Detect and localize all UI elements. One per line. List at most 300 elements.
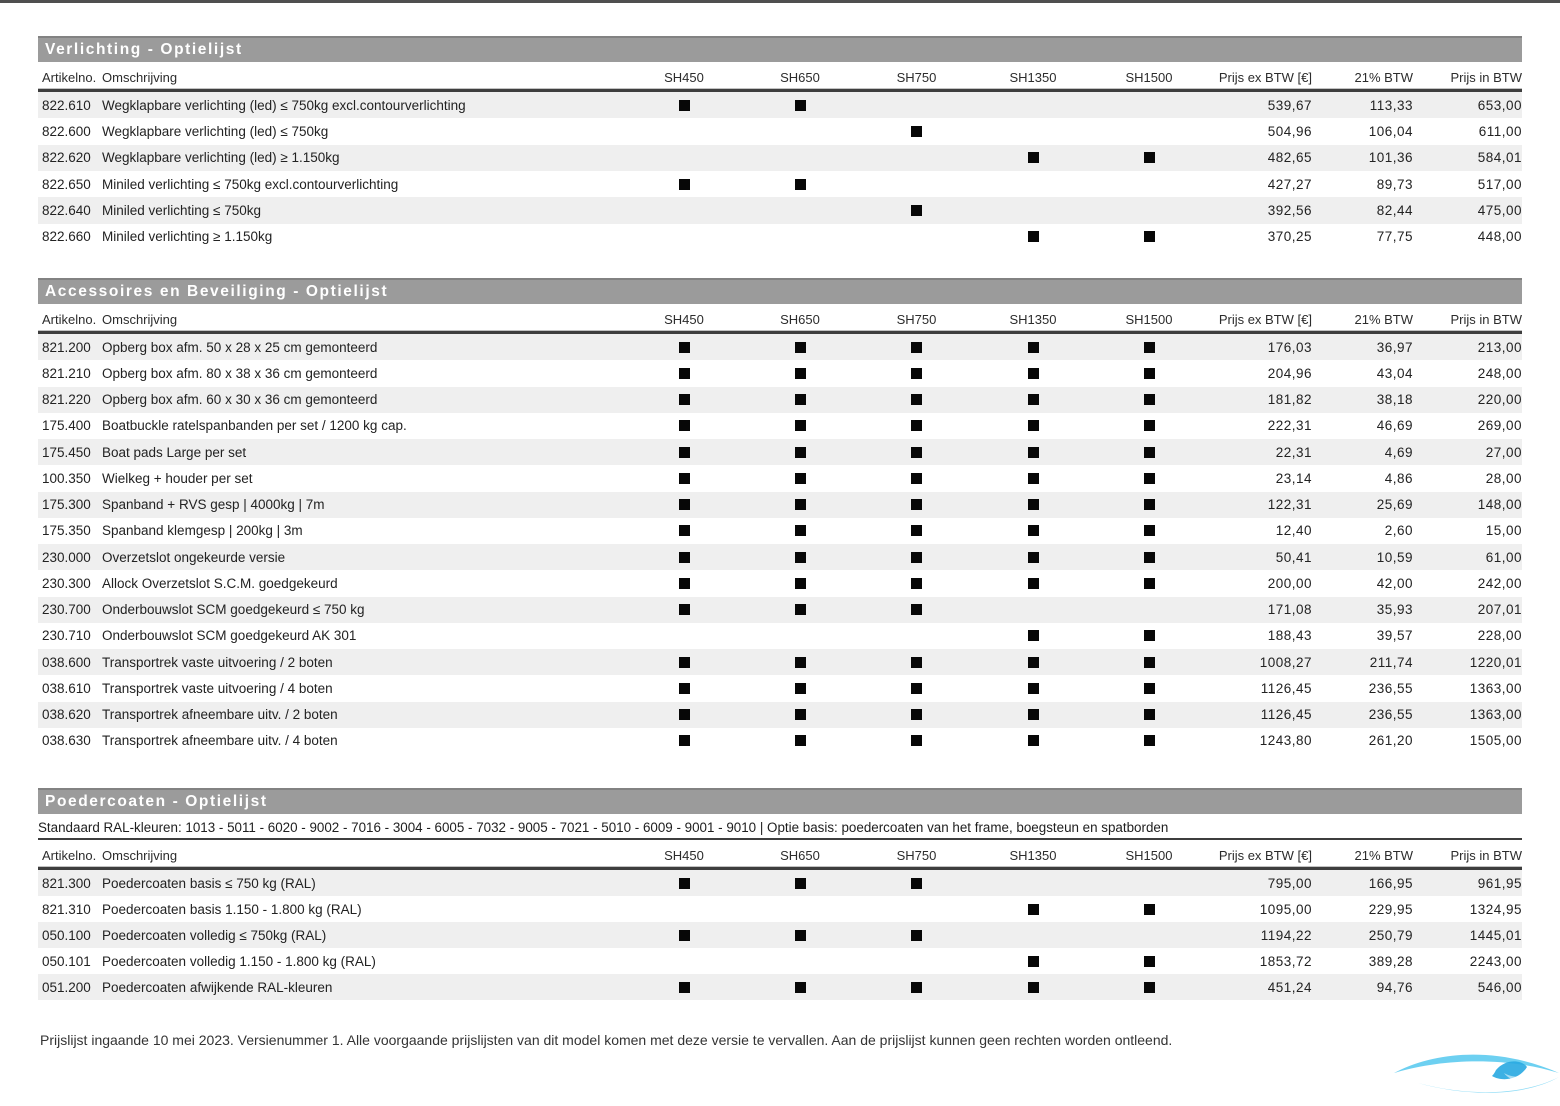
checkbox-checked-icon [911, 604, 922, 615]
checkbox-checked-icon [1028, 342, 1039, 353]
cell-price-in: 1220,01 [1469, 654, 1522, 670]
cell-artikelno: 822.600 [42, 123, 91, 139]
cell-omschrijving: Poedercoaten volledig 1.150 - 1.800 kg (RAL) [102, 953, 376, 969]
footer-disclaimer: Prijslijst ingaande 10 mei 2023. Versienummer 1. Alle voorgaande prijslijsten van dit model komen met deze versie te vervallen. Aan de prijslijst kunnen geen rechten worden ontleend. [40, 1032, 1173, 1048]
cell-omschrijving: Transportrek vaste uitvoering / 4 boten [102, 680, 333, 696]
checkbox-checked-icon [679, 368, 690, 379]
table-row [38, 465, 1522, 491]
page-top-rule [0, 0, 1560, 3]
cell-model-sh1350 [975, 896, 1091, 922]
cell-price-ex: 122,31 [1267, 497, 1312, 513]
cell-model-sh750 [858, 413, 975, 439]
col-header-price-in: Prijs in BTW [1450, 70, 1522, 85]
section-verlichting [38, 36, 1522, 250]
checkbox-checked-icon [795, 473, 806, 484]
cell-model-sh450 [626, 465, 742, 491]
cell-model-sh650 [742, 896, 858, 922]
cell-omschrijving: Poedercoaten volledig ≤ 750kg (RAL) [102, 927, 327, 943]
cell-omschrijving: Spanband + RVS gesp | 4000kg | 7m [102, 497, 325, 513]
cell-model-sh750 [858, 948, 975, 974]
section-header-band [38, 36, 1522, 62]
table-row [38, 570, 1522, 596]
cell-btw: 4,69 [1384, 444, 1413, 460]
col-header-model-sh1350: SH1350 [1009, 848, 1057, 863]
col-header-model-sh650: SH650 [780, 848, 820, 863]
cell-model-sh450 [626, 413, 742, 439]
checkbox-checked-icon [911, 499, 922, 510]
cell-model-sh1350 [975, 334, 1091, 360]
cell-model-sh650 [742, 948, 858, 974]
col-header-price-ex: Prijs ex BTW [€] [1218, 70, 1312, 85]
cell-price-ex: 1243,80 [1259, 733, 1312, 749]
checkbox-checked-icon [679, 447, 690, 458]
cell-model-sh750 [858, 974, 975, 1000]
table-row [38, 974, 1522, 1000]
cell-model-sh750 [858, 492, 975, 518]
checkbox-checked-icon [911, 394, 922, 405]
checkbox-checked-icon [795, 552, 806, 563]
cell-model-sh1350 [975, 728, 1091, 754]
checkbox-checked-icon [1028, 657, 1039, 668]
cell-model-sh750 [858, 334, 975, 360]
checkbox-checked-icon [1028, 152, 1039, 163]
checkbox-checked-icon [1144, 630, 1155, 641]
checkbox-checked-icon [679, 473, 690, 484]
cell-model-sh750 [858, 360, 975, 386]
cell-model-sh1350 [975, 360, 1091, 386]
checkbox-checked-icon [1028, 368, 1039, 379]
cell-price-ex: 50,41 [1275, 549, 1312, 565]
cell-artikelno: 038.620 [42, 707, 91, 723]
cell-price-in: 653,00 [1477, 97, 1522, 113]
cell-btw: 42,00 [1376, 575, 1413, 591]
cell-model-sh750 [858, 728, 975, 754]
checkbox-checked-icon [1144, 152, 1155, 163]
table-row [38, 597, 1522, 623]
cell-artikelno: 038.600 [42, 654, 91, 670]
checkbox-checked-icon [911, 878, 922, 889]
cell-price-in: 2243,00 [1469, 953, 1522, 969]
checkbox-checked-icon [1144, 342, 1155, 353]
col-header-omschrijving: Omschrijving [102, 848, 178, 863]
section-rows [38, 92, 1522, 250]
cell-model-sh650 [742, 922, 858, 948]
cell-btw: 94,76 [1376, 979, 1413, 995]
cell-model-sh450 [626, 439, 742, 465]
cell-model-sh1500 [1091, 171, 1207, 197]
cell-omschrijving: Allock Overzetslot S.C.M. goedgekeurd [102, 575, 338, 591]
col-header-model-sh650: SH650 [780, 312, 820, 327]
table-row [38, 870, 1522, 896]
cell-omschrijving: Boat pads Large per set [102, 444, 247, 460]
col-header-model-sh750: SH750 [896, 312, 937, 327]
cell-btw: 101,36 [1368, 150, 1413, 166]
checkbox-checked-icon [911, 930, 922, 941]
section-header-band [38, 278, 1522, 304]
cell-model-sh650 [742, 413, 858, 439]
cell-btw: 250,79 [1368, 927, 1413, 943]
cell-artikelno: 038.610 [42, 680, 91, 696]
checkbox-checked-icon [679, 420, 690, 431]
cell-price-ex: 451,24 [1267, 979, 1312, 995]
cell-artikelno: 821.220 [42, 392, 91, 408]
cell-price-in: 228,00 [1477, 628, 1522, 644]
cell-artikelno: 050.100 [42, 927, 91, 943]
cell-model-sh650 [742, 702, 858, 728]
table-row [38, 387, 1522, 413]
checkbox-checked-icon [911, 982, 922, 993]
cell-model-sh750 [858, 896, 975, 922]
cell-model-sh450 [626, 197, 742, 223]
checkbox-checked-icon [911, 126, 922, 137]
checkbox-checked-icon [1028, 904, 1039, 915]
cell-btw: 4,86 [1384, 470, 1413, 486]
table-row [38, 728, 1522, 754]
cell-model-sh750 [858, 702, 975, 728]
cell-price-in: 475,00 [1477, 202, 1522, 218]
cell-btw: 113,33 [1369, 97, 1413, 113]
checkbox-checked-icon [1028, 982, 1039, 993]
checkbox-checked-icon [1144, 447, 1155, 458]
cell-model-sh650 [742, 439, 858, 465]
checkbox-checked-icon [1144, 231, 1155, 242]
cell-model-sh650 [742, 465, 858, 491]
checkbox-checked-icon [679, 552, 690, 563]
checkbox-checked-icon [1144, 657, 1155, 668]
checkbox-checked-icon [1028, 956, 1039, 967]
checkbox-checked-icon [679, 179, 690, 190]
checkbox-checked-icon [795, 525, 806, 536]
cell-artikelno: 175.400 [42, 418, 91, 434]
cell-price-ex: 1008,27 [1259, 654, 1312, 670]
cell-model-sh650 [742, 623, 858, 649]
cell-model-sh1350 [975, 387, 1091, 413]
checkbox-checked-icon [1028, 735, 1039, 746]
cell-model-sh1350 [975, 702, 1091, 728]
cell-btw: 25,69 [1376, 497, 1413, 513]
cell-omschrijving: Wegklapbare verlichting (led) ≥ 1.150kg [102, 150, 340, 166]
cell-model-sh1350 [975, 922, 1091, 948]
cell-model-sh450 [626, 492, 742, 518]
checkbox-checked-icon [679, 499, 690, 510]
cell-model-sh750 [858, 570, 975, 596]
cell-omschrijving: Transportrek afneembare uitv. / 4 boten [102, 733, 338, 749]
checkbox-checked-icon [795, 604, 806, 615]
cell-btw: 236,55 [1368, 707, 1413, 723]
checkbox-checked-icon [1144, 735, 1155, 746]
cell-artikelno: 050.101 [42, 953, 91, 969]
cell-model-sh650 [742, 597, 858, 623]
cell-model-sh1500 [1091, 649, 1207, 675]
wave-swoosh-logo-icon [1392, 1042, 1560, 1101]
cell-btw: 89,73 [1376, 176, 1413, 192]
cell-artikelno: 175.350 [42, 523, 91, 539]
col-header-model-sh450: SH450 [664, 848, 704, 863]
cell-model-sh650 [742, 649, 858, 675]
checkbox-checked-icon [679, 394, 690, 405]
cell-price-ex: 1126,45 [1260, 680, 1312, 696]
cell-model-sh1500 [1091, 145, 1207, 171]
cell-model-sh1500 [1091, 224, 1207, 250]
checkbox-checked-icon [795, 657, 806, 668]
col-header-omschrijving: Omschrijving [102, 70, 178, 85]
checkbox-checked-icon [911, 735, 922, 746]
checkbox-checked-icon [911, 447, 922, 458]
checkbox-checked-icon [795, 578, 806, 589]
cell-model-sh750 [858, 675, 975, 701]
cell-model-sh1500 [1091, 439, 1207, 465]
cell-model-sh450 [626, 92, 742, 118]
cell-model-sh750 [858, 623, 975, 649]
cell-btw: 35,93 [1376, 602, 1413, 618]
cell-model-sh750 [858, 439, 975, 465]
cell-price-in: 242,00 [1477, 575, 1522, 591]
checkbox-checked-icon [1144, 420, 1155, 431]
checkbox-checked-icon [1028, 473, 1039, 484]
cell-btw: 77,75 [1376, 229, 1413, 245]
cell-model-sh650 [742, 387, 858, 413]
cell-price-in: 15,00 [1485, 523, 1522, 539]
checkbox-checked-icon [1028, 231, 1039, 242]
cell-price-ex: 23,14 [1275, 470, 1312, 486]
cell-model-sh650 [742, 728, 858, 754]
col-header-price-in: Prijs in BTW [1450, 312, 1522, 327]
cell-artikelno: 100.350 [42, 470, 91, 486]
cell-model-sh1500 [1091, 197, 1207, 223]
cell-btw: 236,55 [1368, 680, 1413, 696]
cell-price-ex: 188,43 [1267, 628, 1312, 644]
cell-model-sh450 [626, 171, 742, 197]
cell-model-sh1500 [1091, 465, 1207, 491]
cell-model-sh650 [742, 224, 858, 250]
cell-model-sh450 [626, 870, 742, 896]
cell-price-ex: 504,96 [1267, 123, 1312, 139]
cell-model-sh1350 [975, 171, 1091, 197]
cell-price-ex: 204,96 [1267, 365, 1312, 381]
cell-model-sh750 [858, 145, 975, 171]
cell-model-sh750 [858, 224, 975, 250]
checkbox-checked-icon [795, 930, 806, 941]
cell-model-sh650 [742, 492, 858, 518]
col-header-model-sh750: SH750 [896, 70, 937, 85]
cell-omschrijving: Boatbuckle ratelspanbanden per set / 1200 kg cap. [102, 418, 407, 434]
brand-logo [1392, 1042, 1560, 1101]
cell-model-sh650 [742, 171, 858, 197]
cell-artikelno: 230.000 [42, 549, 91, 565]
cell-model-sh1350 [975, 92, 1091, 118]
section-rows [38, 870, 1522, 1000]
cell-model-sh450 [626, 702, 742, 728]
cell-model-sh1500 [1091, 948, 1207, 974]
checkbox-checked-icon [679, 982, 690, 993]
cell-model-sh750 [858, 171, 975, 197]
checkbox-checked-icon [911, 657, 922, 668]
col-header-model-sh450: SH450 [664, 70, 704, 85]
cell-artikelno: 230.710 [42, 628, 91, 644]
cell-model-sh750 [858, 387, 975, 413]
col-header-btw: 21% BTW [1354, 70, 1413, 85]
cell-omschrijving: Onderbouwslot SCM goedgekeurd AK 301 [102, 628, 357, 644]
col-header-model-sh1500: SH1500 [1125, 848, 1173, 863]
cell-price-in: 1324,95 [1469, 901, 1522, 917]
checkbox-checked-icon [1144, 368, 1155, 379]
cell-model-sh1350 [975, 675, 1091, 701]
cell-artikelno: 822.640 [42, 202, 91, 218]
table-row [38, 675, 1522, 701]
cell-model-sh450 [626, 675, 742, 701]
cell-model-sh450 [626, 334, 742, 360]
checkbox-checked-icon [795, 878, 806, 889]
cell-model-sh1500 [1091, 570, 1207, 596]
table-row [38, 334, 1522, 360]
cell-price-in: 961,95 [1477, 875, 1522, 891]
col-header-model-sh650: SH650 [780, 70, 820, 85]
cell-model-sh450 [626, 387, 742, 413]
col-header-model-sh1350: SH1350 [1009, 70, 1057, 85]
checkbox-checked-icon [795, 735, 806, 746]
cell-model-sh1350 [975, 623, 1091, 649]
col-header-artikelno: Artikelno. [42, 70, 97, 85]
cell-price-ex: 1095,00 [1259, 901, 1312, 917]
cell-model-sh650 [742, 118, 858, 144]
cell-omschrijving: Onderbouwslot SCM goedgekeurd ≤ 750 kg [102, 602, 365, 618]
cell-price-in: 546,00 [1477, 979, 1522, 995]
cell-price-ex: 1126,45 [1260, 707, 1312, 723]
table-row [38, 118, 1522, 144]
col-header-omschrijving: Omschrijving [102, 312, 178, 327]
cell-model-sh1500 [1091, 118, 1207, 144]
checkbox-checked-icon [679, 525, 690, 536]
col-header-price-in: Prijs in BTW [1450, 848, 1522, 863]
cell-model-sh1350 [975, 544, 1091, 570]
cell-price-in: 584,01 [1477, 150, 1522, 166]
cell-model-sh1500 [1091, 544, 1207, 570]
cell-btw: 261,20 [1368, 733, 1413, 749]
checkbox-checked-icon [1144, 683, 1155, 694]
cell-price-in: 207,01 [1477, 602, 1522, 618]
cell-model-sh1350 [975, 413, 1091, 439]
col-header-btw: 21% BTW [1354, 312, 1413, 327]
cell-model-sh450 [626, 623, 742, 649]
cell-btw: 10,59 [1376, 549, 1413, 565]
section-rows [38, 334, 1522, 754]
table-row [38, 197, 1522, 223]
cell-model-sh450 [626, 728, 742, 754]
checkbox-checked-icon [1028, 683, 1039, 694]
cell-price-ex: 392,56 [1267, 202, 1312, 218]
cell-price-in: 517,00 [1477, 176, 1522, 192]
checkbox-checked-icon [1144, 578, 1155, 589]
checkbox-checked-icon [911, 552, 922, 563]
cell-model-sh1350 [975, 649, 1091, 675]
cell-model-sh1500 [1091, 675, 1207, 701]
cell-btw: 82,44 [1376, 202, 1413, 218]
col-header-model-sh1350: SH1350 [1009, 312, 1057, 327]
col-header-model-sh1500: SH1500 [1125, 312, 1173, 327]
checkbox-checked-icon [679, 709, 690, 720]
cell-model-sh1350 [975, 492, 1091, 518]
cell-model-sh650 [742, 870, 858, 896]
checkbox-checked-icon [1144, 499, 1155, 510]
cell-model-sh1500 [1091, 728, 1207, 754]
cell-price-in: 611,00 [1478, 123, 1522, 139]
cell-model-sh650 [742, 360, 858, 386]
checkbox-checked-icon [679, 683, 690, 694]
cell-model-sh750 [858, 922, 975, 948]
cell-model-sh1500 [1091, 922, 1207, 948]
cell-model-sh1500 [1091, 974, 1207, 1000]
checkbox-checked-icon [795, 179, 806, 190]
cell-price-ex: 222,31 [1267, 418, 1312, 434]
cell-model-sh750 [858, 518, 975, 544]
checkbox-checked-icon [911, 709, 922, 720]
cell-model-sh1500 [1091, 597, 1207, 623]
checkbox-checked-icon [795, 342, 806, 353]
cell-artikelno: 822.650 [42, 176, 91, 192]
col-header-price-ex: Prijs ex BTW [€] [1218, 312, 1312, 327]
cell-model-sh450 [626, 649, 742, 675]
checkbox-checked-icon [911, 525, 922, 536]
cell-price-in: 269,00 [1477, 418, 1522, 434]
section-header-band [38, 788, 1522, 814]
col-header-btw: 21% BTW [1354, 848, 1413, 863]
cell-model-sh450 [626, 922, 742, 948]
cell-model-sh1350 [975, 570, 1091, 596]
cell-model-sh650 [742, 544, 858, 570]
cell-model-sh650 [742, 145, 858, 171]
checkbox-checked-icon [679, 735, 690, 746]
checkbox-checked-icon [679, 342, 690, 353]
table-row [38, 145, 1522, 171]
cell-model-sh750 [858, 197, 975, 223]
cell-model-sh450 [626, 974, 742, 1000]
checkbox-checked-icon [911, 342, 922, 353]
cell-price-ex: 795,00 [1267, 875, 1312, 891]
checkbox-checked-icon [1144, 525, 1155, 536]
cell-model-sh450 [626, 896, 742, 922]
cell-price-in: 213,00 [1477, 339, 1522, 355]
checkbox-checked-icon [1144, 552, 1155, 563]
section-accessoires-en-beveiliging [38, 278, 1522, 754]
cell-model-sh650 [742, 334, 858, 360]
checkbox-checked-icon [1028, 630, 1039, 641]
cell-model-sh1350 [975, 518, 1091, 544]
cell-model-sh1350 [975, 465, 1091, 491]
cell-artikelno: 821.300 [42, 875, 91, 891]
cell-omschrijving: Miniled verlichting ≤ 750kg excl.contourverlichting [102, 176, 399, 192]
cell-price-ex: 22,31 [1275, 444, 1312, 460]
cell-model-sh750 [858, 649, 975, 675]
checkbox-checked-icon [1028, 420, 1039, 431]
cell-price-in: 1363,00 [1469, 707, 1522, 723]
table-row [38, 623, 1522, 649]
checkbox-checked-icon [679, 878, 690, 889]
checkbox-checked-icon [795, 368, 806, 379]
cell-model-sh650 [742, 675, 858, 701]
table-row [38, 649, 1522, 675]
cell-omschrijving: Poedercoaten basis ≤ 750 kg (RAL) [102, 875, 316, 891]
cell-model-sh650 [742, 974, 858, 1000]
cell-artikelno: 822.620 [42, 150, 91, 166]
cell-model-sh650 [742, 92, 858, 118]
cell-omschrijving: Poedercoaten afwijkende RAL-kleuren [102, 979, 333, 995]
cell-omschrijving: Opberg box afm. 50 x 28 x 25 cm gemonteerd [102, 339, 378, 355]
cell-omschrijving: Overzetslot ongekeurde versie [102, 549, 286, 565]
cell-model-sh450 [626, 544, 742, 570]
cell-btw: 2,60 [1384, 523, 1413, 539]
col-header-model-sh450: SH450 [664, 312, 704, 327]
cell-artikelno: 230.700 [42, 602, 91, 618]
